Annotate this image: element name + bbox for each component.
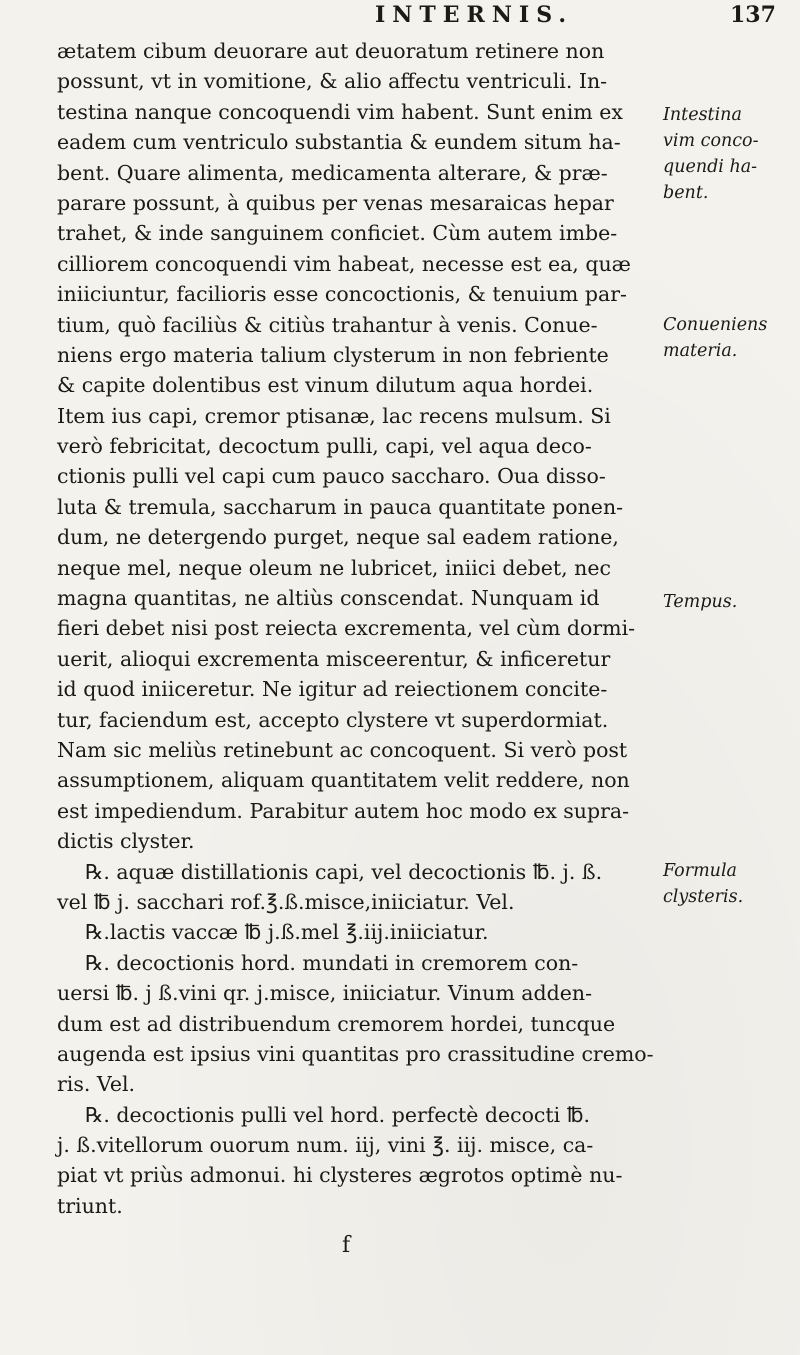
recipe-line: vel ℔ j. sacchari rof.℥.ß.misce,iniiciatur. Vel.: [57, 889, 515, 914]
margin-note-intestina: Intestina: [663, 105, 742, 125]
margin-note-formula: clysteris.: [663, 887, 744, 907]
recipe-line: ℞. decoctionis pulli vel hord. perfectè decocti ℔.: [85, 1102, 590, 1127]
margin-note-conueniens: materia.: [663, 341, 738, 361]
text-line: eadem cum ventriculo substantia & eundem situm ha-: [57, 130, 621, 155]
text-line: magna quantitas, ne altiùs conscendat. Nunquam id: [57, 586, 600, 611]
text-line: luta & tremula, saccharum in pauca quantitate ponen-: [57, 494, 624, 519]
margin-note-tempus: Tempus.: [663, 592, 738, 612]
text-line: trahet, & inde sanguinem conficiet. Cùm autem imbe-: [57, 221, 618, 246]
text-line: iniiciuntur, facilioris esse concoctionis, & tenuium par-: [57, 282, 627, 307]
text-line: verò febricitat, decoctum pulli, capi, vel aqua deco-: [57, 434, 592, 459]
text-line: dictis clyster.: [57, 829, 195, 854]
recipe-line: uersi ℔. j ß.vini qr. j.misce, iniiciatur. Vinum adden-: [57, 981, 593, 1006]
text-line: niens ergo materia talium clysterum in non febriente: [57, 342, 609, 367]
text-line: assumptionem, aliquam quantitatem velit reddere, non: [57, 768, 630, 793]
running-head: [0, 2, 800, 34]
recipe-line: ℞. aquæ distillationis capi, vel decoctionis ℔. j. ß.: [85, 859, 603, 884]
recipe-line: dum est ad distribuendum cremorem hordei, tuncque: [57, 1011, 616, 1036]
recipe-line: triunt.: [57, 1193, 123, 1218]
text-line: neque mel, neque oleum ne lubricet, iniici debet, nec: [57, 555, 611, 580]
text-line: parare possunt, à quibus per venas mesaraicas hepar: [57, 190, 614, 215]
text-line: id quod iniiceretur. Ne igitur ad reiectionem concite-: [57, 677, 608, 702]
text-line: ctionis pulli vel capi cum pauco saccharo. Oua disso-: [57, 464, 606, 489]
text-line: & capite dolentibus est vinum dilutum aqua hordei.: [57, 373, 594, 398]
text-line: ætatem cibum deuorare aut deuoratum retinere non: [57, 39, 605, 63]
running-title: INTERNIS.: [375, 2, 573, 28]
recipe-line: j. ß.vitellorum ouorum num. iij, vini ℥. iij. misce, ca-: [57, 1133, 594, 1158]
recipe-line: augenda est ipsius vini quantitas pro crassitudine cremo-: [57, 1041, 654, 1066]
text-line: possunt, vt in vomitione, & alio affectu ventriculi. In-: [57, 69, 608, 94]
text-line: uerit, alioqui excrementa misceerentur, & inficeretur: [57, 646, 611, 671]
margin-note-formula: Formula: [663, 861, 737, 881]
text-line: testina nanque concoquendi vim habent. Sunt enim ex: [57, 99, 623, 124]
text-line: bent. Quare alimenta, medicamenta alterare, & præ-: [57, 160, 608, 185]
text-line: cilliorem concoquendi vim habeat, necesse est ea, quæ: [57, 251, 631, 276]
text-line: Nam sic meliùs retinebunt ac concoquent. Si verò post: [57, 737, 628, 762]
recipe-line: piat vt priùs admonui. hi clysteres ægrotos optimè nu-: [57, 1163, 623, 1188]
text-line: fieri debet nisi post reiecta excrementa, vel cùm dormi-: [57, 616, 636, 641]
recipe-line: ris. Vel.: [57, 1072, 136, 1097]
recipe-line: ℞.lactis vaccæ ℔ j.ß.mel ℥.iij.iniiciatur.: [85, 920, 489, 945]
text-line: est impediendum. Parabitur autem hoc modo ex supra-: [57, 798, 630, 823]
margin-note-intestina: vim conco-: [663, 131, 759, 151]
page-number: 137: [730, 2, 776, 28]
text-line: tium, quò faciliùs & citiùs trahantur à venis. Conue-: [57, 312, 598, 337]
margin-note-intestina: bent.: [663, 183, 709, 203]
main-text: [57, 36, 657, 1221]
margin-note-conueniens: Conueniens: [663, 315, 768, 335]
catchword: f: [342, 1233, 351, 1258]
margin-note-intestina: quendi ha-: [663, 157, 758, 177]
text-line: dum, ne detergendo purget, neque sal eadem ratione,: [57, 525, 619, 550]
recipe-line: ℞. decoctionis hord. mundati in cremorem con-: [85, 950, 579, 975]
text-line: tur, faciendum est, accepto clystere vt superdormiat.: [57, 707, 609, 732]
text-line: Item ius capi, cremor ptisanæ, lac recens mulsum. Si: [57, 403, 611, 428]
